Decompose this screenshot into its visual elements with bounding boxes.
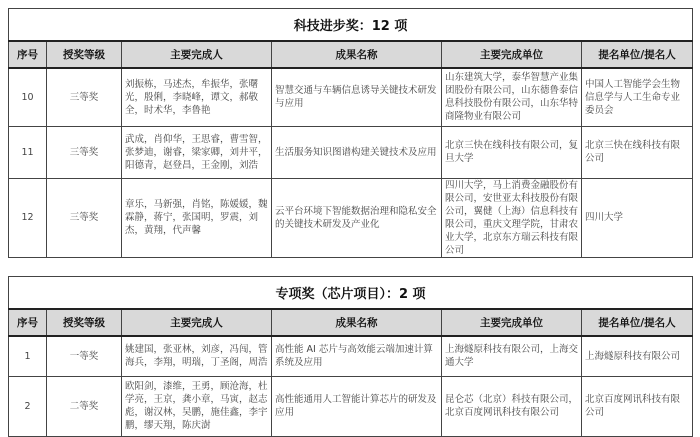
row-units: 北京三快在线科技有限公司，复旦大学 — [442, 126, 582, 178]
row-level: 一等奖 — [47, 336, 122, 376]
award-table-chip-special — [8, 276, 693, 437]
row-nominator: 北京百度网讯科技有限公司 — [582, 376, 693, 436]
section-title: 专项奖（芯片项目）：2 项 — [9, 277, 693, 310]
row-people: 欧阳剑，漆维，王勇，顾沧海，杜学亮，王京，龚小章，马寅，赵志彪，谢汉林，吴鹏，施佳鑫，李宇鹏，缪天翔，陈庆澍 — [122, 376, 272, 436]
row-units: 四川大学，马上消费金融股份有限公司，安世亚太科技股份有限公司，翼健（上海）信息科技有限公司，重庆文理学院，甘肃农业大学，北京东方瑞云科技有限公司 — [442, 178, 582, 257]
row-people: 章乐，马新强，肖铭，陈媛媛，魏霖静，蒋宁，张国明，罗震，刘杰，黄翔，代声馨 — [122, 178, 272, 257]
row-nominator: 北京三快在线科技有限公司 — [582, 126, 693, 178]
row-name: 智慧交通与车辆信息诱导关键技术研发与应用 — [272, 68, 442, 126]
header-nominator: 提名单位/提名人 — [582, 309, 693, 336]
row-level: 三等奖 — [47, 178, 122, 257]
row-nominator: 四川大学 — [582, 178, 693, 257]
header-no: 序号 — [9, 41, 47, 68]
award-table-tech-progress — [8, 8, 693, 258]
header-people: 主要完成人 — [122, 41, 272, 68]
row-level: 三等奖 — [47, 68, 122, 126]
row-no: 1 — [9, 336, 47, 376]
row-level: 三等奖 — [47, 126, 122, 178]
row-name: 云平台环境下智能数据治理和隐私安全的关键技术研发及产业化 — [272, 178, 442, 257]
table-row — [9, 68, 693, 126]
row-units: 山东建筑大学，泰华智慧产业集团股份有限公司，山东德鲁泰信息科技股份有限公司，山东华特商隆物业有限公司 — [442, 68, 582, 126]
row-level: 二等奖 — [47, 376, 122, 436]
header-units: 主要完成单位 — [442, 309, 582, 336]
header-units: 主要完成单位 — [442, 41, 582, 68]
header-level: 授奖等级 — [47, 309, 122, 336]
row-people: 姚建国，张亚林，刘彦，冯闯，管海兵，李翔，明瑞，丁圣阁，周浩 — [122, 336, 272, 376]
section-title: 科技进步奖：12 项 — [9, 9, 693, 42]
row-people: 武成，肖仰华，王思睿，曹雪智，张梦迪，谢睿，梁家卿，刘井平，阳德青，赵登昌，王金刚，刘浩 — [122, 126, 272, 178]
header-no: 序号 — [9, 309, 47, 336]
row-people: 刘振栋，马述杰，牟振华，张曙光，殷俐，李晓峰，谭文，郝敬全，时术华，李鲁艳 — [122, 68, 272, 126]
row-no: 11 — [9, 126, 47, 178]
row-name: 高性能通用人工智能计算芯片的研发及应用 — [272, 376, 442, 436]
row-nominator: 上海燧原科技有限公司 — [582, 336, 693, 376]
row-name: 高性能 AI 芯片与高效能云端加速计算系统及应用 — [272, 336, 442, 376]
row-no: 12 — [9, 178, 47, 257]
header-name: 成果名称 — [272, 41, 442, 68]
header-people: 主要完成人 — [122, 309, 272, 336]
row-units: 上海燧原科技有限公司，上海交通大学 — [442, 336, 582, 376]
header-name: 成果名称 — [272, 309, 442, 336]
row-nominator: 中国人工智能学会生物信息学与人工生命专业委员会 — [582, 68, 693, 126]
table-row — [9, 336, 693, 376]
table-row — [9, 178, 693, 257]
row-no: 10 — [9, 68, 47, 126]
header-nominator: 提名单位/提名人 — [582, 41, 693, 68]
row-no: 2 — [9, 376, 47, 436]
table-row — [9, 376, 693, 436]
header-level: 授奖等级 — [47, 41, 122, 68]
table-row — [9, 126, 693, 178]
row-name: 生活服务知识图谱构建关键技术及应用 — [272, 126, 442, 178]
row-units: 昆仑芯（北京）科技有限公司，北京百度网讯科技有限公司 — [442, 376, 582, 436]
